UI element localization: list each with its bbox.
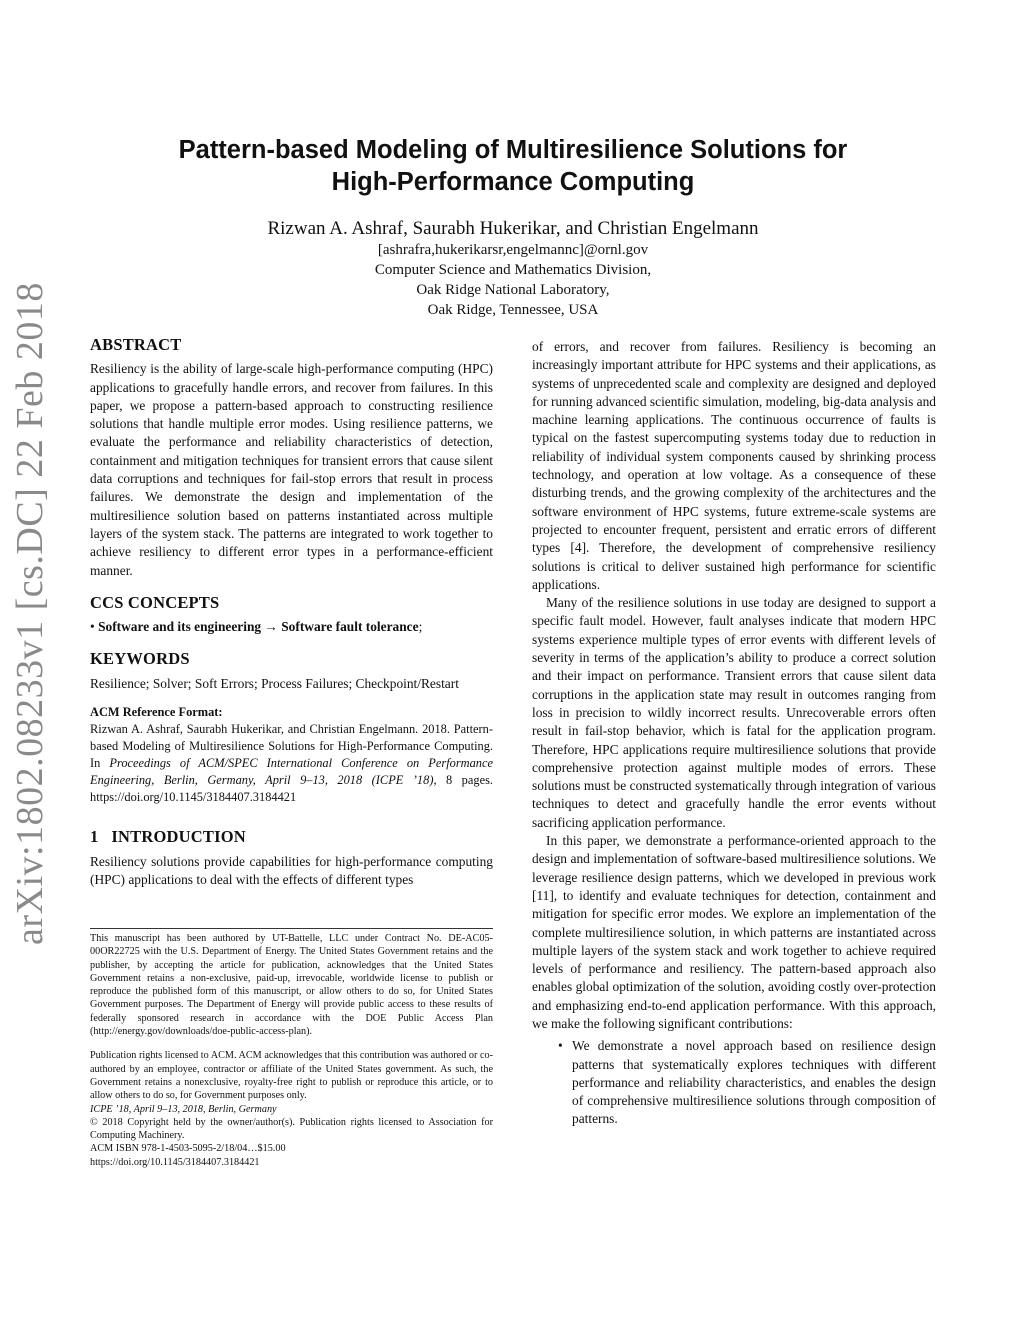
contributions-list bbox=[532, 1037, 936, 1128]
author-email: [ashrafra,hukerikarsr,engelmannc]@ornl.gov bbox=[377, 242, 649, 258]
isbn-footnote: ACM ISBN 978-1-4503-5095-2/18/04…$15.00 bbox=[90, 1143, 286, 1155]
rights-footnote: Publication rights licensed to ACM. ACM acknowledges that this contribution was authored or co-authored by an employee, contractor or affiliate of the United States government. As such, the Government retains a nonexclusive, royalty-free right to publish or reproduce this article, or to allow others to do so, for Government purposes only. bbox=[90, 1050, 493, 1102]
footnote-divider bbox=[90, 928, 493, 929]
abstract-heading: ABSTRACT bbox=[90, 335, 182, 354]
keywords-text: Resilience; Solver; Soft Errors; Process Failures; Checkpoint/Restart bbox=[90, 675, 459, 691]
introduction-heading: 1 INTRODUCTION bbox=[90, 827, 246, 847]
acm-reference-proceedings: Proceedings of ACM/SPEC International Conference on Performance Engineering, Berlin, Germany, April 9–13, 2018 (ICPE ’18), bbox=[90, 756, 493, 788]
ccs-concept: Software and its engineering bbox=[98, 619, 262, 635]
ccs-arrow: → bbox=[264, 619, 278, 635]
introduction-left-text: Resiliency solutions provide capabilities for high-performance computing (HPC) applications to deal with the effects of different types bbox=[90, 853, 493, 887]
left-column bbox=[90, 336, 493, 889]
introduction-paragraph-1: of errors, and recover from failures. Resiliency is becoming an increasingly important attribute for HPC systems and their applications, as systems of unprecedented scale and complexity are designed and deployed for running advanced scientific simulation, modeling, big-data analysis and machine learning applications. The continuous occurrence of faults is typical on the fastest supercomputing systems today due to reduction in reliability of individual system components caused by shrinking process technology, and operation at low voltage. As a consequence of these disturbing trends, and the growing complexity of the architectures and the software environment of HPC systems, future extreme-scale systems are projected to encounter frequent, persistent and erratic errors of different types [4]. Therefore, the development of comprehensive resiliency solutions is critical to deliver sustained high performance for scientific applications. bbox=[532, 339, 936, 592]
acm-reference-text bbox=[90, 721, 493, 806]
conference-footnote bbox=[90, 1103, 493, 1116]
abstract-text: Resiliency is the ability of large-scale high-performance computing (HPC) applications to gracefully handle errors, and recover from failures. In this paper, we propose a pattern-based approach to constructing resilience solutions that handle multiple error modes. Using resilience patterns, we evaluate the performance and reliability characteristics of detection, containment and mitigation techniques for transient errors that cause silent data corruptions and techniques for fail-stop errors that result in process failures. We demonstrate the design and implementation of the multiresilience solution based on patterns instantiated across multiple layers of the system stack. The patterns are integrated to work together to achieve resiliency to different error types in a performance-efficient manner. bbox=[90, 361, 493, 578]
ccs-concepts-line bbox=[90, 618, 493, 636]
affiliation-lab: Oak Ridge National Laboratory, bbox=[416, 282, 610, 298]
ccs-trailing: ; bbox=[418, 619, 423, 635]
affiliation-division: Computer Science and Mathematics Division, bbox=[374, 262, 652, 278]
ccs-subconcept: Software fault tolerance bbox=[281, 619, 419, 635]
introduction-paragraph-2: Many of the resilience solutions in use today are designed to support a specific fault model. However, fault analyses indicate that modern HPC systems experience multiple types of error events with different levels of severity in terms of the application’s ability to produce a correct solution and their impact on performance. Transient errors that cause silent data corruptions in the application state may result in outcomes ranging from loss in precision to wildly incorrect results. Unrecoverable errors often result in fail-stop behavior, which is fatal for the application program. Therefore, HPC applications require multiresilience solutions that provide comprehensive protection against multiple modes of errors. These solutions must be constructed systematically through integration of various techniques to detect and gracefully handle the error events without sacrificing application performance. bbox=[532, 595, 936, 830]
introduction-paragraph-3: In this paper, we demonstrate a performance-oriented approach to the design and implementation of software-based multiresilience solutions. We leverage resilience design patterns, which we developed in previous work [11], to identify and evaluate techniques for detection, containment and mitigation for specific error modes. We explore an implementation of the complete multiresilience solution, in which patterns are instantiated across multiple layers of the system stack and work together to achieve required levels of performance and resiliency. The pattern-based approach also enables global optimization of the solution, avoiding costly over-protection and emphasizing end-to-end application performance. With this approach, we make the following significant contributions: bbox=[532, 833, 936, 1031]
doi-footnote: https://doi.org/10.1145/3184407.3184421 bbox=[90, 1156, 260, 1168]
contribution-1-text: We demonstrate a novel approach based on resilience design patterns that systematically explores techniques with different performance and reliability characteristics, and enables the design of comprehensive multiresilience solutions through composition of patterns. bbox=[572, 1038, 936, 1127]
list-item bbox=[558, 1037, 936, 1128]
ccs-heading: CCS CONCEPTS bbox=[90, 592, 220, 612]
paper-title bbox=[90, 134, 936, 198]
acm-reference-tail: 8 pages. https://doi.org/10.1145/3184407.3184421 bbox=[90, 773, 493, 805]
acm-reference-plain: Rizwan A. Ashraf, Saurabh Hukerikar, and Christian Engelmann. 2018. Pattern-based Modeling of Multiresilience Solutions for High-Performance Computing. In bbox=[90, 722, 493, 771]
acm-reference-heading: ACM Reference Format: bbox=[90, 705, 223, 720]
bullet-marker: • bbox=[558, 1038, 563, 1054]
ccs-bullet: • bbox=[90, 619, 95, 635]
paper-title-line-1: Pattern-based Modeling of Multiresilience Solutions for bbox=[178, 136, 848, 164]
affiliation-location: Oak Ridge, Tennessee, USA bbox=[427, 302, 599, 318]
funding-footnote: This manuscript has been authored by UT-Battelle, LLC under Contract No. DE-AC05-00OR22725 with the U.S. Department of Energy. The United States Government retains and the publisher, by accepting the article for publication, acknowledges that the United States Government retains a non-exclusive, paid-up, irrevocable, worldwide license to publish or reproduce the published form of this manuscript, or allow others to do so, for United States Government purposes. The Department of Energy will provide public access to these results of federally sponsored research in accordance with the DOE Public Access Plan (http://energy.gov/downloads/doe-public-access-plan). bbox=[90, 933, 493, 1038]
arxiv-identifier-stamp: arXiv:1802.08233v1 [cs.DC] 22 Feb 2018 bbox=[9, 282, 51, 945]
conference-footnote-text: ICPE ’18, April 9–13, 2018, Berlin, Germany bbox=[90, 1103, 277, 1115]
title-block bbox=[90, 134, 936, 320]
paper-title-line-2: High-Performance Computing bbox=[331, 168, 695, 196]
copyright-footnote: © 2018 Copyright held by the owner/author(s). Publication rights licensed to Association for Computing Machinery. bbox=[90, 1116, 493, 1142]
author-list: Rizwan A. Ashraf, Saurabh Hukerikar, and Christian Engelmann bbox=[267, 218, 759, 239]
keywords-heading: KEYWORDS bbox=[90, 649, 190, 669]
right-column bbox=[532, 338, 936, 1129]
footnote-area bbox=[90, 928, 493, 1169]
